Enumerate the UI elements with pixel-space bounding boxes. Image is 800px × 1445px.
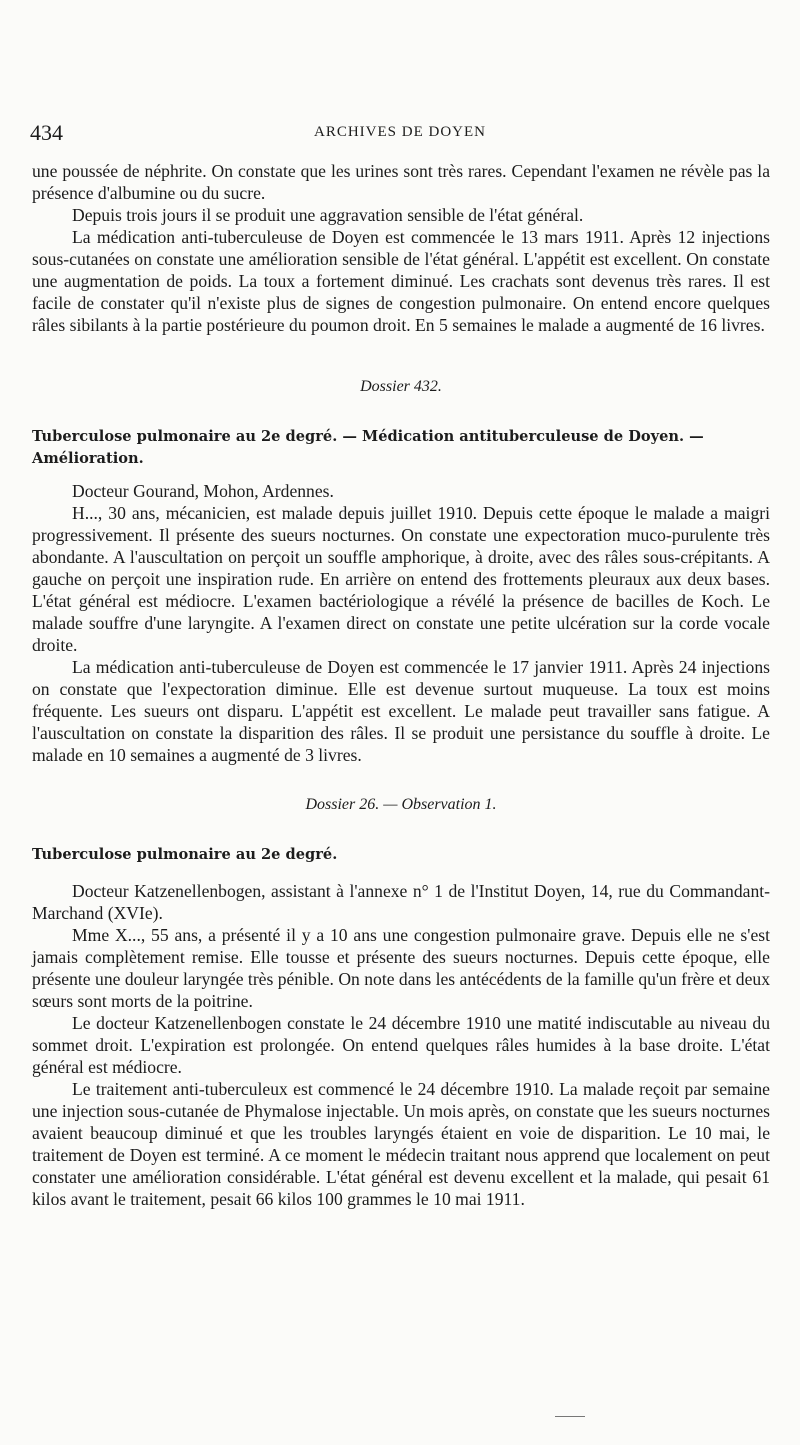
dossier-432-paragraph: H..., 30 ans, mécanicien, est malade depuis juillet 1910. Depuis cette époque le malade a maigri progressivement. Il présente des sueurs nocturnes. On constate une expectoration muco-purulente très abondante. A l'auscultation on perçoit un souffle amphorique, à droite, avec des râles sous-crépitants. A gauche on perçoit une inspiration rude. En arrière on entend des frottements pleuraux aux deux bases. L'état général est médiocre. L'examen bactériologique a révélé la présence de bacilles de Koch. Le malade souffre d'une laryngite. A l'examen direct on constate une petite ulcération sur la corde vocale droite. [32,503,770,655]
page-number: 434 [30,120,63,145]
intro-paragraph: une poussée de néphrite. On constate que les urines sont très rares. Cependant l'examen ne révèle pas la présence d'albumine ou du sucre. [32,161,770,203]
dossier-432-label: Dossier 432. [360,378,442,395]
page-header [30,120,770,146]
dossier-432-title: Tuberculose pulmonaire au 2e degré. — Médication antituberculeuse de Doyen. — Amélioration. [32,428,704,467]
footer-mark [555,1416,585,1419]
dossier-26-title: Tuberculose pulmonaire au 2e degré. [32,846,338,863]
dossier-432-paragraph: La médication anti-tuberculeuse de Doyen est commencée le 17 janvier 1911. Après 24 injections on constate que l'expectoration diminue. Elle est devenue surtout muqueuse. La toux est moins fréquente. Les sueurs ont disparu. L'appétit est excellent. Le malade peut travailler sans fatigue. A l'auscultation on constate la disparition des râles. Il se produit une persistance du souffle à droite. Le malade en 10 semaines a augmenté de 3 livres. [32,657,770,765]
dossier-26-label: Dossier 26. — Observation 1. [305,796,497,813]
dossier-26-paragraph: Le docteur Katzenellenbogen constate le 24 décembre 1910 une matité indiscutable au niveau du sommet droit. L'expiration est prolongée. On entend quelques râles humides à la base droite. L'état général est médiocre. [32,1013,770,1077]
intro-paragraph: La médication anti-tuberculeuse de Doyen est commencée le 13 mars 1911. Après 12 injections sous-cutanées on constate une amélioration sensible de l'état général. L'appétit est excellent. On constate une augmentation de poids. La toux a fortement diminué. Les crachats sont devenus très rares. Il est facile de constater qu'il n'existe plus de signes de congestion pulmonaire. On entend encore quelques râles sibilants à la partie postérieure du poumon droit. En 5 semaines le malade a augmenté de 16 livres. [32,227,770,335]
page-body [32,160,770,1210]
dossier-26-paragraph: Mme X..., 55 ans, a présenté il y a 10 ans une congestion pulmonaire grave. Depuis elle ne s'est jamais complètement remise. Elle tousse et présente des sueurs nocturnes. Depuis cette époque, elle présente une douleur laryngée très pénible. On note dans les antécédents de la famille qu'un frère et deux sœurs sont morts de la poitrine. [32,925,770,1011]
intro-paragraph: Depuis trois jours il se produit une aggravation sensible de l'état général. [72,205,584,225]
dossier-26-doctor: Docteur Katzenellenbogen, assistant à l'annexe n° 1 de l'Institut Doyen, 14, rue du Commandant-Marchand (XVIe). [32,881,770,923]
dossier-26-paragraph: Le traitement anti-tuberculeux est commencé le 24 décembre 1910. La malade reçoit par semaine une injection sous-cutanée de Phymalose injectable. Un mois après, on constate que les sueurs nocturnes avaient beaucoup diminué et que les troubles laryngés étaient en voie de disparition. Le 10 mai, le traitement de Doyen est terminé. A ce moment le médecin traitant nous apprend que localement on peut constater une amélioration considérable. L'état général est devenu excellent et la malade, qui pesait 61 kilos avant le traitement, pesait 66 kilos 100 grammes le 10 mai 1911. [32,1079,770,1209]
dossier-432-doctor: Docteur Gourand, Mohon, Ardennes. [72,481,334,501]
running-title: ARCHIVES DE DOYEN [314,124,486,140]
